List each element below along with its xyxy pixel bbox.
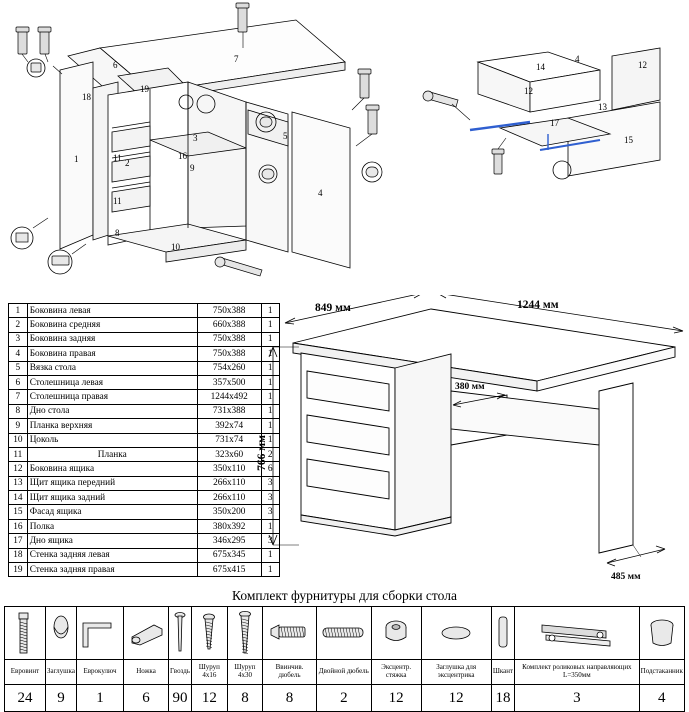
part-name: Дно ящика <box>27 534 197 548</box>
kit-item-name: Еврокулюч <box>77 660 124 685</box>
part-name: Столешница правая <box>27 390 197 404</box>
callout-2: 2 <box>125 158 130 168</box>
part-size: 754x260 <box>197 361 261 375</box>
part-qty: 1 <box>261 433 280 447</box>
part-size: 750x388 <box>197 347 261 361</box>
part-size: 1244x492 <box>197 390 261 404</box>
part-size: 323x60 <box>197 447 261 461</box>
screw-in-dowel-icon <box>263 607 317 660</box>
kit-item-name: Подстаканник <box>639 660 684 685</box>
kit-item-name: Ввинчив. дюбель <box>263 660 317 685</box>
kit-item-count: 18 <box>491 685 514 712</box>
double-dowel-icon <box>316 607 371 660</box>
callout-12b: 12 <box>638 60 647 70</box>
part-size: 266x110 <box>197 476 261 490</box>
table-row <box>9 462 280 476</box>
part-number: 14 <box>9 491 28 505</box>
part-name: Боковина левая <box>27 304 197 318</box>
kit-item-count: 9 <box>46 685 77 712</box>
callout-5: 5 <box>283 131 288 141</box>
fastener-icon <box>366 105 379 134</box>
part-name: Боковина ящика <box>27 462 197 476</box>
parts-table-body <box>9 304 280 577</box>
parts-table <box>8 303 280 577</box>
kit-item-name: Евровинт <box>5 660 46 685</box>
table-row <box>9 563 280 577</box>
callout-1: 1 <box>74 154 79 164</box>
part-qty: 1 <box>261 347 280 361</box>
table-row <box>9 419 280 433</box>
callout-11: 11 <box>113 153 122 163</box>
nail-icon <box>169 607 192 660</box>
kit-item-name: Заглушка <box>46 660 77 685</box>
table-row <box>9 390 280 404</box>
part-name: Фасад ящика <box>27 505 197 519</box>
part-size: 675x415 <box>197 563 261 577</box>
fastener-icon <box>38 27 51 54</box>
part-name: Щит ящика задний <box>27 491 197 505</box>
kit-item-count: 12 <box>192 685 228 712</box>
part-name: Дно стола <box>27 404 197 418</box>
callout-3: 3 <box>193 133 198 143</box>
dim-1244-label: 1244 мм <box>517 299 559 311</box>
part-number: 18 <box>9 548 28 562</box>
dimension-svg <box>255 295 689 585</box>
part-qty: 1 <box>261 519 280 533</box>
euro-key-icon <box>77 607 124 660</box>
kit-item-name: Гвоздь <box>169 660 192 685</box>
part-number: 13 <box>9 476 28 490</box>
part-qty: 1 <box>261 318 280 332</box>
part-number: 17 <box>9 534 28 548</box>
callout-17: 17 <box>550 118 559 128</box>
part-qty: 6 <box>261 462 280 476</box>
callout-7: 7 <box>234 54 239 64</box>
dim-485-label: 485 мм <box>611 572 641 582</box>
kit-item-name: Комплект роликовых направляющих L=350мм <box>515 660 640 685</box>
part-qty: 2 <box>261 447 280 461</box>
part-number: 1 <box>9 304 28 318</box>
dowel-icon <box>491 607 514 660</box>
hardware-kit-table <box>4 606 685 712</box>
part-number: 15 <box>9 505 28 519</box>
part-name: Вязка стола <box>27 361 197 375</box>
assembly-svg <box>0 0 689 295</box>
part-name: Планка <box>27 447 197 461</box>
callout-12: 12 <box>524 86 533 96</box>
part-name: Боковина задняя <box>27 332 197 346</box>
kit-item-name: Эксцентр. стяжка <box>371 660 421 685</box>
part-size: 392x74 <box>197 419 261 433</box>
fastener-icon <box>236 3 249 32</box>
callout-18: 18 <box>82 92 91 102</box>
table-row <box>9 347 280 361</box>
table-row <box>9 519 280 533</box>
part-qty: 1 <box>261 390 280 404</box>
kit-item-count: 8 <box>227 685 263 712</box>
part-qty: 3 <box>261 534 280 548</box>
table-row <box>9 534 280 548</box>
part-qty: 1 <box>261 419 280 433</box>
part-qty: 3 <box>261 476 280 490</box>
part-name: Планка верхняя <box>27 419 197 433</box>
part-size: 266x110 <box>197 491 261 505</box>
part-name: Боковина правая <box>27 347 197 361</box>
euro-screw-icon <box>5 607 46 660</box>
callout-9: 9 <box>190 163 195 173</box>
callout-11b: 11 <box>113 196 122 206</box>
part-number: 16 <box>9 519 28 533</box>
part-qty: 1 <box>261 404 280 418</box>
table-row <box>9 304 280 318</box>
part-name: Полка <box>27 519 197 533</box>
part-number: 3 <box>9 332 28 346</box>
table-row <box>9 332 280 346</box>
part-size: 350x200 <box>197 505 261 519</box>
dim-380-label: 380 мм <box>455 382 485 392</box>
kit-item-count: 8 <box>263 685 317 712</box>
part-name: Цоколь <box>27 433 197 447</box>
kit-counts-row <box>5 685 685 712</box>
callout-16: 16 <box>178 151 187 161</box>
kit-item-count: 12 <box>421 685 491 712</box>
kit-item-name: Шуруп 4х30 <box>227 660 263 685</box>
part-name: Стенка задняя левая <box>27 548 197 562</box>
table-row <box>9 361 280 375</box>
part-size: 660x388 <box>197 318 261 332</box>
screw-4x16-icon <box>192 607 228 660</box>
part-qty: 1 <box>261 304 280 318</box>
part-qty: 1 <box>261 375 280 389</box>
part-name: Боковина средняя <box>27 318 197 332</box>
kit-item-count: 2 <box>316 685 371 712</box>
dim-766-label: 766 мм <box>256 435 268 471</box>
table-row <box>9 447 280 461</box>
callout-19: 19 <box>140 84 149 94</box>
table-row <box>9 548 280 562</box>
roller-slides-icon <box>515 607 640 660</box>
part-size: 380x392 <box>197 519 261 533</box>
callout-6: 6 <box>113 60 118 70</box>
callout-15: 15 <box>624 135 633 145</box>
part-size: 675x345 <box>197 548 261 562</box>
part-size: 750x388 <box>197 304 261 318</box>
kit-item-name: Шкант <box>491 660 514 685</box>
screw-icon <box>220 258 262 276</box>
table-row <box>9 505 280 519</box>
kit-icons-row <box>5 607 685 660</box>
part-name: Стенка задняя правая <box>27 563 197 577</box>
cap-icon <box>46 607 77 660</box>
screw-4x30-icon <box>227 607 263 660</box>
kit-item-name: Шуруп 4х16 <box>192 660 228 685</box>
part-name: Столешница левая <box>27 375 197 389</box>
callout-14: 14 <box>536 62 545 72</box>
part-number: 19 <box>9 563 28 577</box>
callout-13: 13 <box>598 102 607 112</box>
table-row <box>9 491 280 505</box>
table-row <box>9 318 280 332</box>
part-number: 11 <box>9 447 28 461</box>
callout-4: 4 <box>318 188 323 198</box>
part-number: 5 <box>9 361 28 375</box>
table-row <box>9 404 280 418</box>
kit-item-count: 1 <box>77 685 124 712</box>
callout-10: 10 <box>171 242 180 252</box>
kit-item-count: 90 <box>169 685 192 712</box>
part-number: 2 <box>9 318 28 332</box>
part-number: 4 <box>9 347 28 361</box>
kit-item-count: 4 <box>639 685 684 712</box>
callout-drawer-mark: 4 <box>575 54 580 64</box>
dim-849-label: 849 мм <box>315 302 351 314</box>
part-number: 12 <box>9 462 28 476</box>
kit-item-count: 24 <box>5 685 46 712</box>
part-size: 350x110 <box>197 462 261 476</box>
part-qty: 1 <box>261 563 280 577</box>
kit-item-name: Ножка <box>124 660 169 685</box>
part-number: 10 <box>9 433 28 447</box>
kit-names-row <box>5 660 685 685</box>
part-qty: 1 <box>261 361 280 375</box>
table-row <box>9 375 280 389</box>
part-number: 9 <box>9 419 28 433</box>
fastener-icon <box>16 27 29 54</box>
dimension-drawing <box>255 295 689 585</box>
kit-item-name: Заглушка для эксцентрика <box>421 660 491 685</box>
cam-cap-icon <box>421 607 491 660</box>
part-size: 750x388 <box>197 332 261 346</box>
exploded-assembly-diagram <box>0 0 689 295</box>
part-name: Щит ящика передний <box>27 476 197 490</box>
fastener-icon <box>358 69 371 98</box>
part-number: 6 <box>9 375 28 389</box>
kit-item-count: 12 <box>371 685 421 712</box>
part-number: 7 <box>9 390 28 404</box>
part-qty: 1 <box>261 332 280 346</box>
cup-holder-icon <box>639 607 684 660</box>
cam-lock-icon <box>371 607 421 660</box>
table-row <box>9 476 280 490</box>
part-qty: 1 <box>261 548 280 562</box>
leg-icon <box>124 607 169 660</box>
part-size: 731x388 <box>197 404 261 418</box>
table-row <box>9 433 280 447</box>
fastener-icon <box>492 149 504 174</box>
part-size: 357x500 <box>197 375 261 389</box>
part-qty: 3 <box>261 491 280 505</box>
kit-title: Комплект фурнитуры для сборки стола <box>232 588 457 603</box>
callout-8: 8 <box>115 228 120 238</box>
kit-item-count: 3 <box>515 685 640 712</box>
part-qty: 3 <box>261 505 280 519</box>
part-size: 731x74 <box>197 433 261 447</box>
kit-item-count: 6 <box>124 685 169 712</box>
part-number: 8 <box>9 404 28 418</box>
kit-item-name: Двойной дюбель <box>316 660 371 685</box>
part-size: 346x295 <box>197 534 261 548</box>
